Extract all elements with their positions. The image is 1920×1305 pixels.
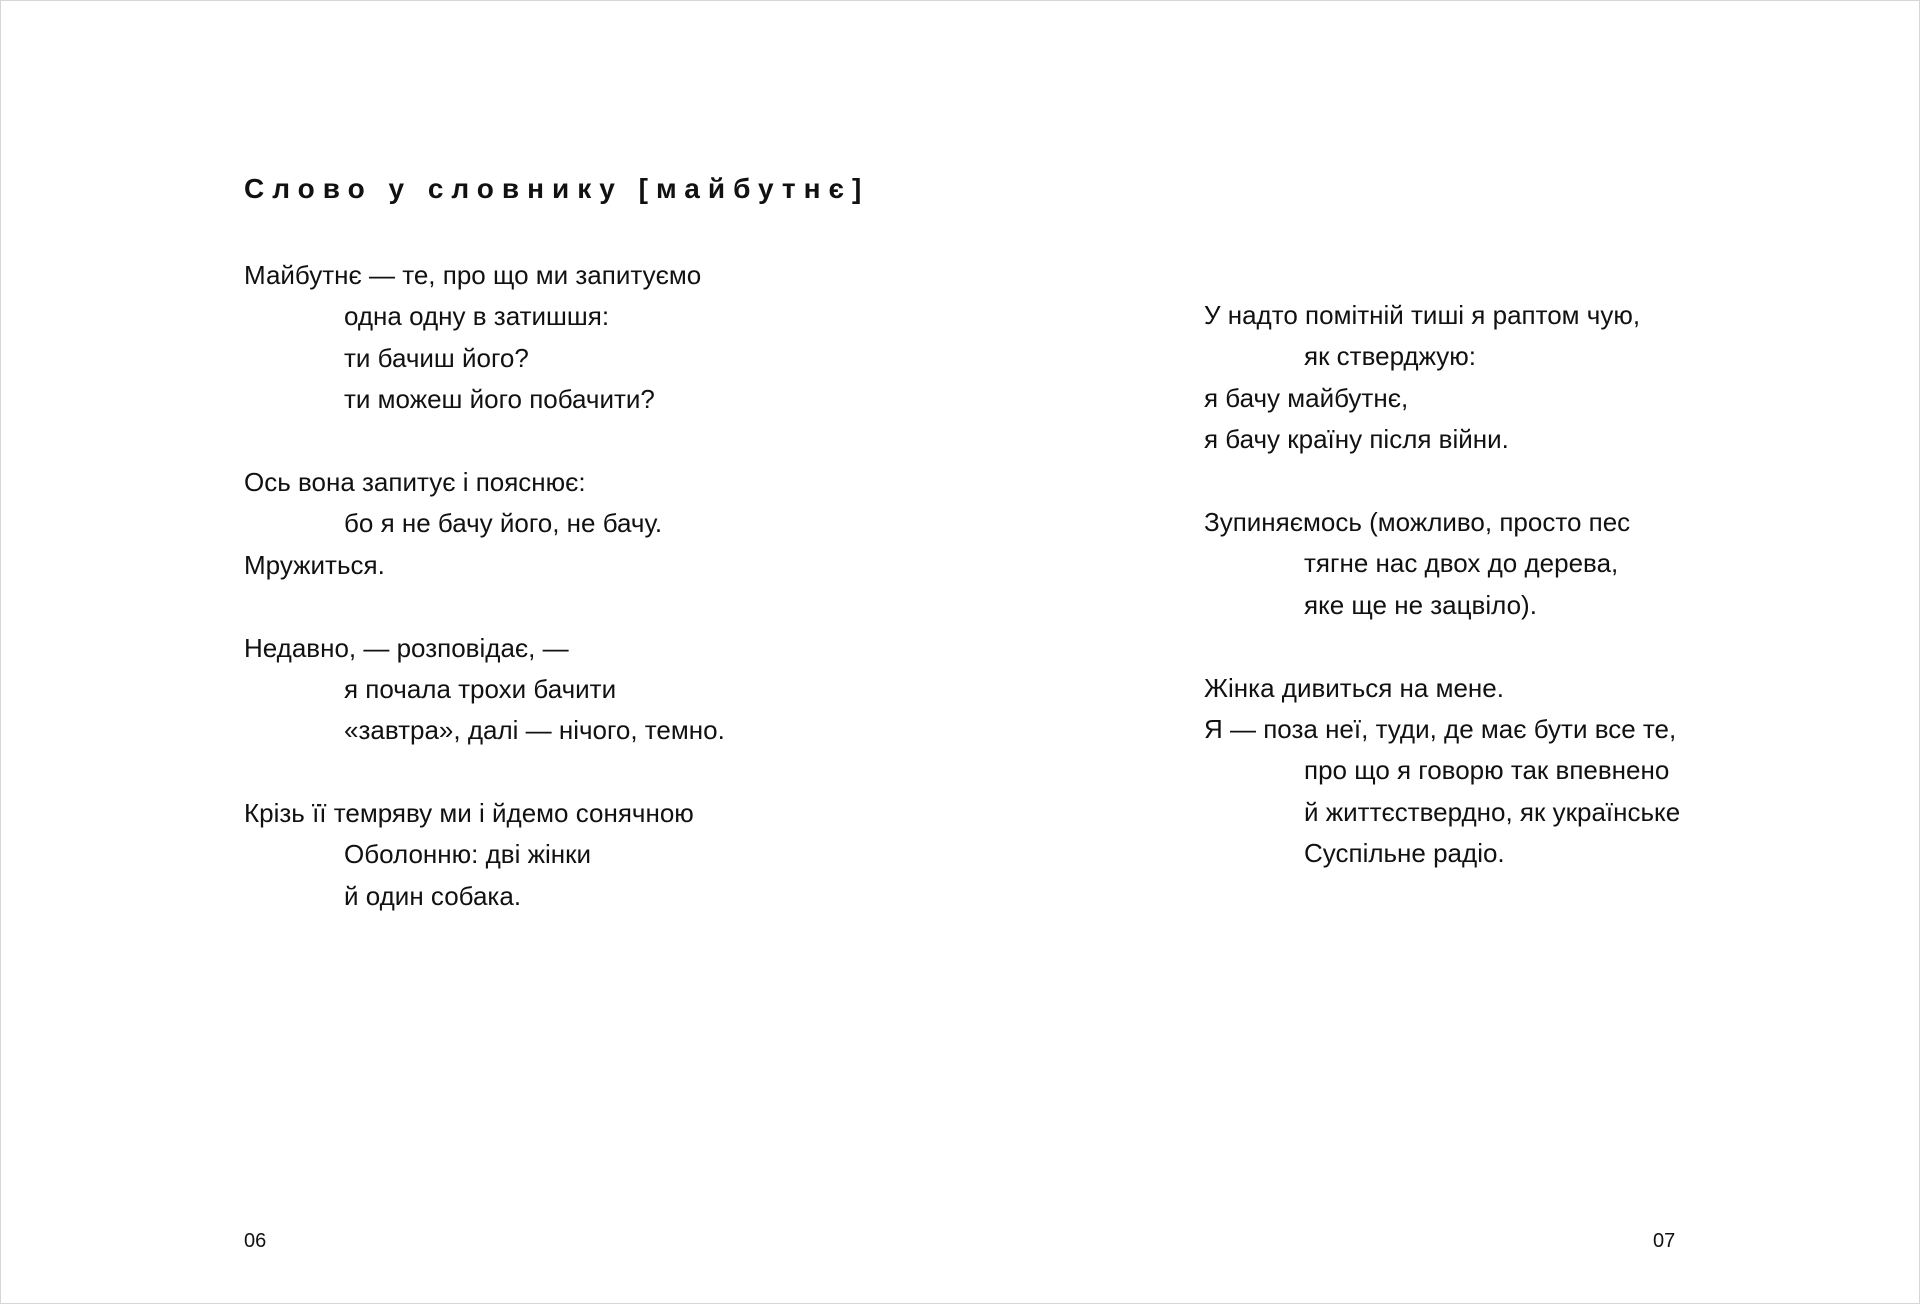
poem-line: я почала трохи бачити bbox=[344, 673, 617, 704]
stanza bbox=[244, 462, 725, 586]
stanza bbox=[1204, 295, 1680, 461]
poem-line: Недавно, — розповідає, — bbox=[244, 632, 569, 663]
poem-line: Суспільне радіо. bbox=[1304, 838, 1505, 869]
poem-title: Слово у словнику [майбутнє] bbox=[244, 173, 870, 204]
poem-line: я бачу майбутнє, bbox=[1204, 382, 1409, 413]
poem-line: як стверджую: bbox=[1304, 341, 1477, 372]
poem-line: Мружиться. bbox=[244, 549, 385, 580]
stanza bbox=[1204, 668, 1680, 875]
right-page bbox=[961, 1, 1920, 1305]
poem-line: одна одну в затишшя: bbox=[344, 301, 610, 332]
poem-line: «завтра», далі — нічого, темно. bbox=[344, 715, 725, 746]
poem-line: й один собака. bbox=[344, 880, 522, 911]
left-page bbox=[1, 1, 961, 1305]
stanza bbox=[244, 255, 725, 421]
poem-line: Майбутнє — те, про що ми запитуємо bbox=[244, 260, 702, 290]
poem-line: Жінка дивиться на мене. bbox=[1204, 672, 1504, 703]
poem-line: я бачу країну після війни. bbox=[1204, 424, 1509, 455]
right-poem-body bbox=[1204, 295, 1680, 916]
stanza bbox=[244, 793, 725, 917]
poem-line: й життєствердно, як українське bbox=[1304, 796, 1681, 827]
poem-line: яке ще не зацвіло). bbox=[1304, 589, 1537, 620]
poem-line: У надто помітній тиші я раптом чую, bbox=[1204, 300, 1641, 330]
poem-line: Крізь її темряву ми і йдемо сонячною bbox=[244, 798, 694, 829]
poem-line: Зупиняємось (можливо, просто пес bbox=[1204, 506, 1631, 537]
stanza bbox=[1204, 502, 1680, 626]
poem-line: Оболонню: дві жінки bbox=[344, 839, 591, 870]
poem-line: ти бачиш його? bbox=[344, 342, 529, 373]
poem-line: бо я не бачу його, не бачу. bbox=[344, 508, 663, 539]
poem-line: ти можеш його побачити? bbox=[344, 384, 655, 415]
left-poem-body bbox=[244, 255, 725, 959]
page-number-left: 06 bbox=[244, 1230, 267, 1252]
poem-line: Ось вона запитує і пояснює: bbox=[244, 466, 586, 497]
poem-line: тягне нас двох до дерева, bbox=[1304, 548, 1619, 579]
poem-line: про що я говорю так впевнено bbox=[1304, 755, 1670, 786]
page-number-right: 07 bbox=[1653, 1230, 1676, 1252]
stanza bbox=[244, 628, 725, 752]
poem-line: Я — поза неї, туди, де має бути все те, bbox=[1204, 713, 1677, 744]
